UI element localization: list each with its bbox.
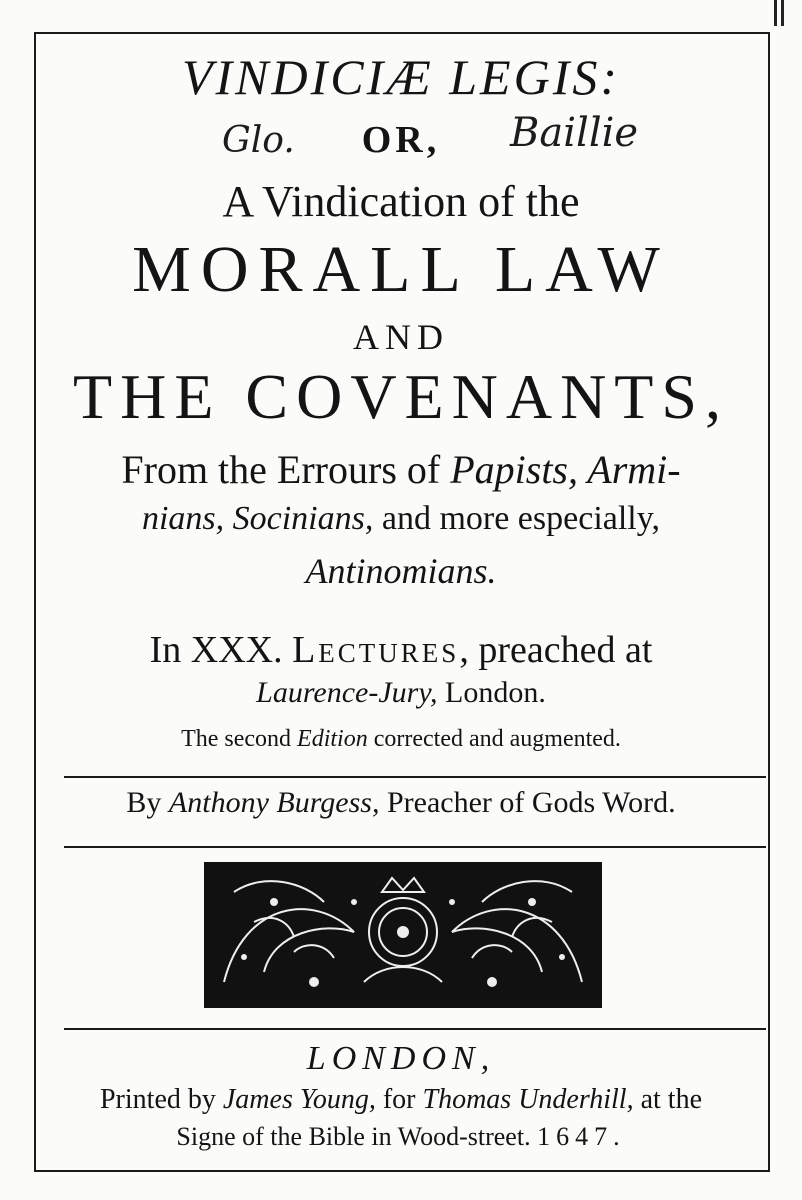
handwritten-note-left: Glo. [222, 120, 295, 161]
page-edge-mark [774, 0, 784, 26]
lectures-line [0, 628, 802, 672]
subtitle-line-4: THE COVENANTS, [73, 361, 729, 432]
rule-above-author [64, 776, 766, 778]
author-line [0, 786, 802, 820]
subtitle-line-3: AND [353, 317, 449, 357]
signe-line [0, 1122, 802, 1152]
edition-tail: corrected and augmented. [367, 726, 621, 752]
handwritten-signature: Baillie [510, 110, 639, 156]
lectures-tail: , preached at [459, 629, 653, 671]
nians-socinians-text: nians, Socinians, [141, 500, 374, 537]
author-lead: By [126, 786, 169, 819]
author-tail: Preacher of Gods Word. [379, 786, 676, 819]
printed-lead: Printed by [99, 1084, 223, 1115]
or-line: OR, [361, 119, 441, 161]
subtitle-line-2: MORALL LAW [132, 233, 670, 306]
edition-word: Edition [297, 726, 368, 752]
signe-text: Signe of the Bible in Wood-street. [176, 1122, 538, 1151]
printer-name: James Young, [222, 1084, 376, 1115]
papists-text: Papists, [450, 447, 578, 492]
edition-lead: The second [181, 726, 298, 752]
antinomians-line: Antinomians. [305, 551, 497, 591]
for-text: for [375, 1084, 423, 1115]
author-name: Anthony Burgess, [168, 786, 380, 819]
bookseller-name: Thomas Underhill, [422, 1084, 634, 1115]
rule-below-author [64, 846, 766, 848]
at-text: at the [633, 1084, 703, 1115]
imprint-city: LONDON, [306, 1040, 496, 1077]
imprint-year: 1647. [537, 1122, 626, 1151]
nians-line [0, 500, 802, 538]
lectures-word: Lectures [292, 629, 460, 671]
errours-line [0, 446, 802, 493]
rule-above-imprint [64, 1028, 766, 1030]
place-line [0, 676, 802, 710]
printer-line [0, 1084, 802, 1116]
edition-line [0, 726, 802, 753]
errours-lead: From the Errours of [121, 447, 451, 492]
more-especially-text: and more especially, [373, 500, 661, 537]
place-italic: Laurence-Jury, [256, 676, 438, 709]
armi-text: Armi- [578, 447, 681, 492]
subtitle-line-1: A Vindication of the [222, 177, 580, 226]
royal-arms-ornament-icon [204, 862, 602, 1008]
lectures-lead: In XXX. [149, 629, 293, 671]
latin-title: VINDICIÆ LEGIS: [181, 49, 621, 105]
place-tail: London. [437, 676, 546, 709]
